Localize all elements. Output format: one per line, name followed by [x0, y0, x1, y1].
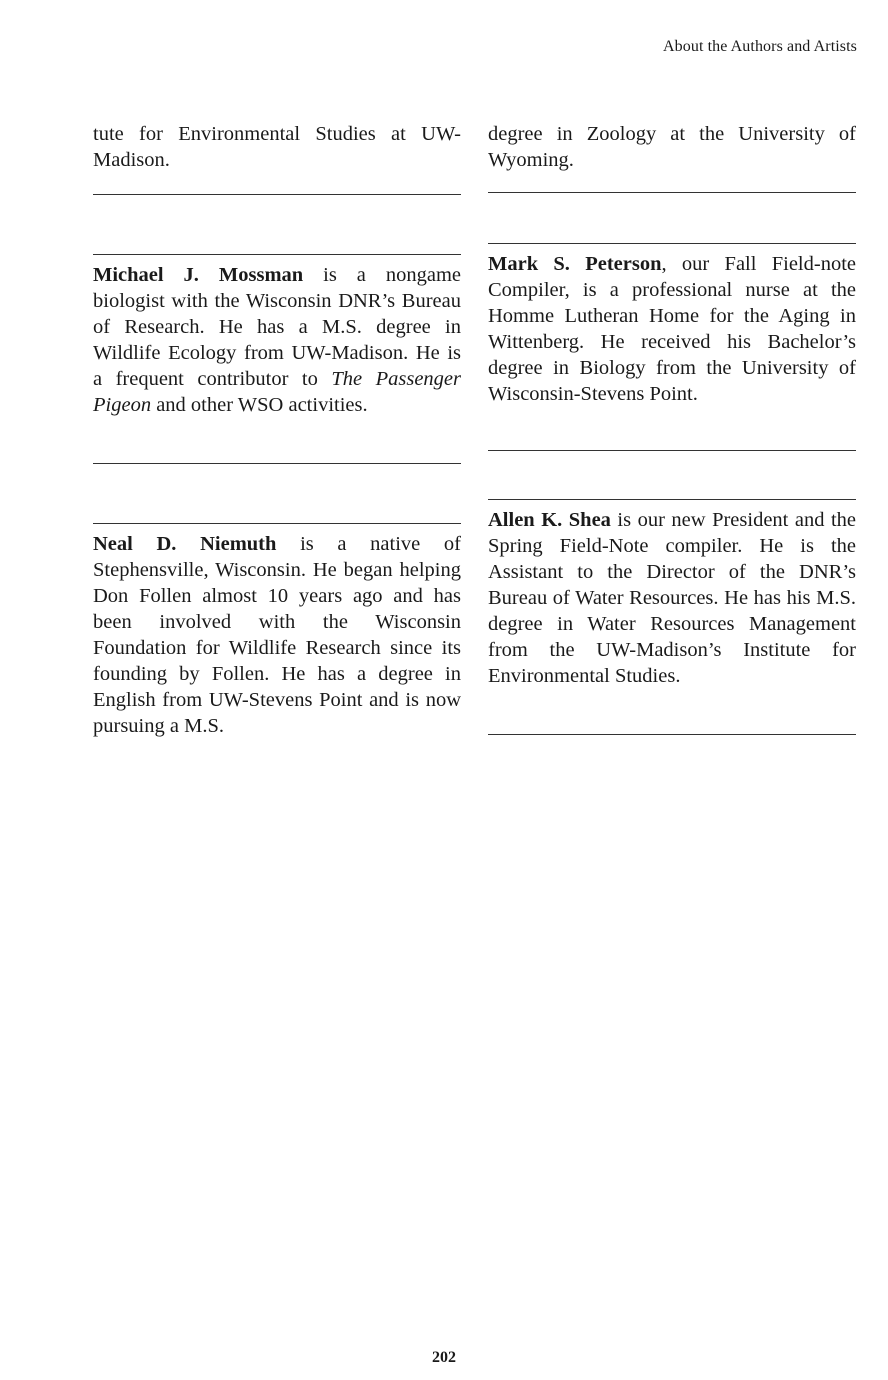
- divider: [488, 734, 856, 735]
- author-name: Michael J. Mossman: [93, 264, 304, 286]
- author-name: Mark S. Peterson: [488, 253, 662, 275]
- bio-mossman: [93, 262, 461, 418]
- bio-text: [488, 251, 856, 407]
- author-name: Neal D. Niemuth: [93, 533, 277, 555]
- author-name: Allen K. Shea: [488, 509, 611, 531]
- divider: [488, 243, 856, 244]
- bio-text-part: is a native of Stephensville, Wisconsin. He began helping Don Follen almost 10 years ago and has been involved with the Wisconsin Foundation for Wildlife Research since its founding by Follen. He has a degree in English from UW-Stevens Point and is now pursuing a M.S.: [93, 533, 461, 737]
- page-number: 202: [432, 1349, 456, 1366]
- continuation-right: [488, 121, 856, 173]
- bio-text-part: , our Fall Field-note Compiler, is a professional nurse at the Homme Lutheran Home for the Aging in Wittenberg. He received his Bachelor’s degree in Biology from the University of Wisconsin-Stevens Point.: [488, 253, 856, 405]
- bio-niemuth: [93, 531, 461, 739]
- divider: [488, 450, 856, 451]
- bio-text-part: and other WSO activities.: [151, 394, 368, 416]
- bio-text-part: is a nongame biologist with the Wisconsin DNR’s Bureau of Research. He has a M.S. degree in Wildlife Ecology from UW-Madison. He is a frequent contributor to: [93, 264, 461, 390]
- continuation-text-right: degree in Zoology at the University of Wyoming.: [488, 123, 856, 171]
- bio-text: [488, 507, 856, 689]
- continuation-text-left: tute for Environmental Studies at UW-Madison.: [93, 123, 461, 171]
- journal-title: The Passenger Pigeon: [93, 368, 461, 416]
- divider: [93, 254, 461, 255]
- divider: [488, 192, 856, 193]
- continuation-left: [93, 121, 461, 173]
- bio-text: [93, 531, 461, 739]
- bio-peterson: [488, 251, 856, 407]
- divider: [93, 523, 461, 524]
- divider: [93, 463, 461, 464]
- running-head: About the Authors and Artists: [662, 38, 857, 55]
- bio-text-part: is our new President and the Spring Field-Note compiler. He is the Assistant to the Director of the DNR’s Bureau of Water Resources. He has his M.S. degree in Water Resources Management from the UW-Madison’s Institute for Environmental Studies.: [488, 509, 857, 687]
- bio-text: [93, 262, 461, 418]
- bio-shea: [488, 507, 856, 689]
- divider: [93, 194, 461, 195]
- divider: [488, 499, 856, 500]
